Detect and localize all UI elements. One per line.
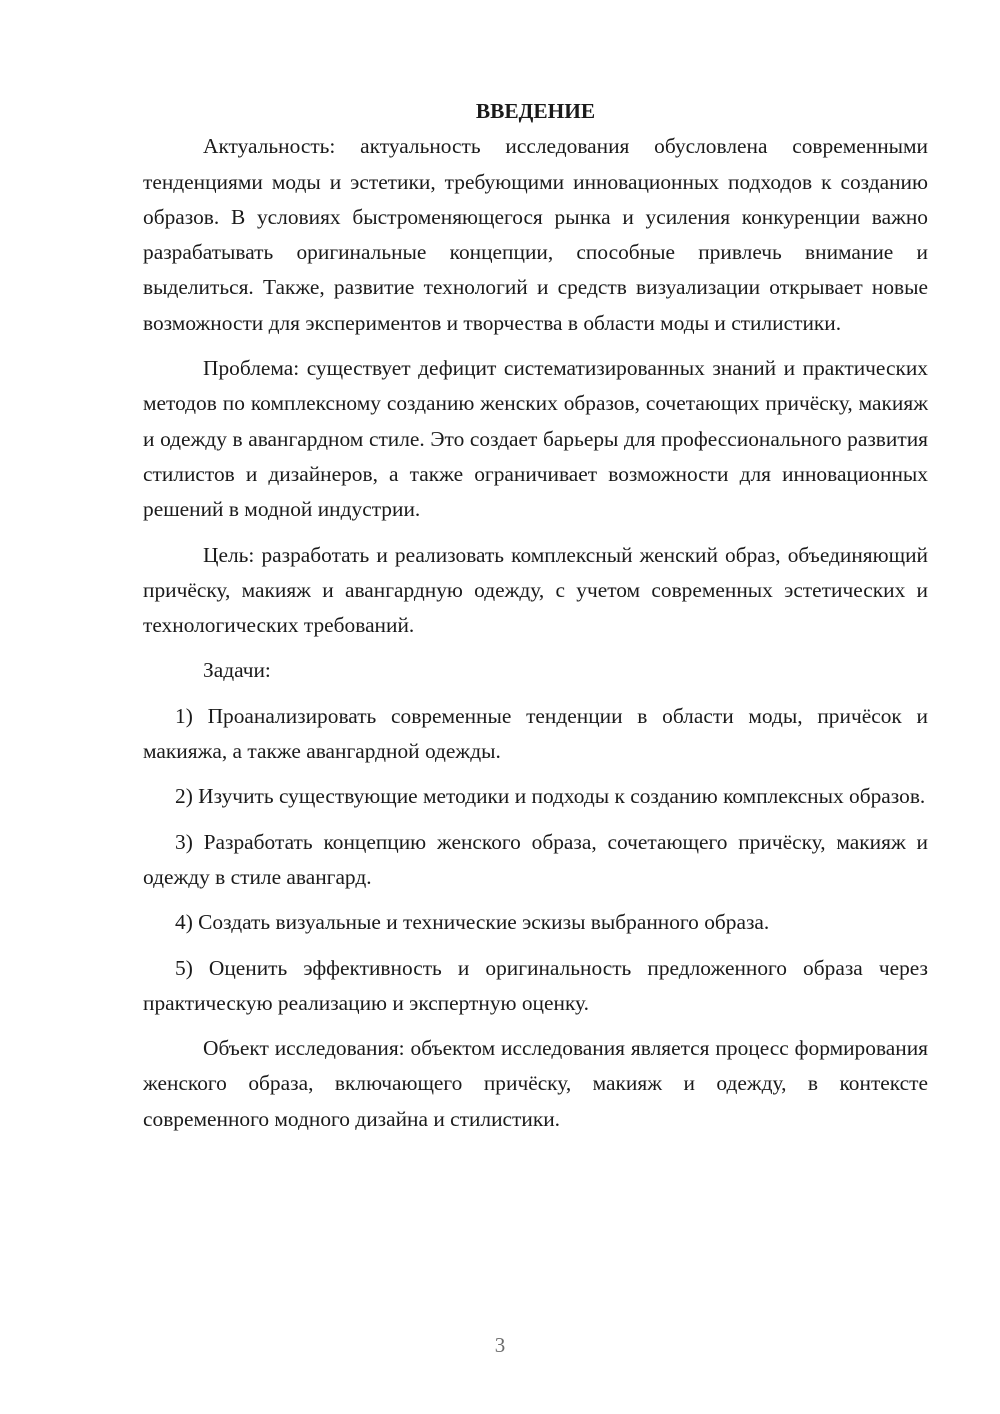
task-item: 4) Создать визуальные и технические эскизы выбранного образа. [175, 910, 770, 935]
paragraph-problem: Проблема: существует дефицит систематизированных знаний и практических методов по комплексному созданию женских образов, сочетающих причёску, макияж и одежду в авангардном стиле. Это создает барьеры для профессионального развития стилистов и дизайнеров, а также ограничивает возможности для инновационных решений в модной индустрии. [143, 356, 928, 522]
section-title: ВВЕДЕНИЕ [475, 99, 596, 123]
page-number: 3 [494, 1333, 506, 1357]
task-item: 2) Изучить существующие методики и подходы к созданию комплексных образов. [175, 784, 926, 809]
document-body [143, 92, 928, 1137]
task-item: 5) Оценить эффективность и оригинальность предложенного образа через практическую реализацию и экспертную оценку. [143, 955, 928, 1015]
task-item: 1) Проанализировать современные тенденции в области моды, причёсок и макияжа, а также авангардной одежды. [143, 703, 928, 764]
paragraph-goal: Цель: разработать и реализовать комплексный женский образ, объединяющий причёску, макияж и авангардную одежду, с учетом современных эстетических и технологических требований. [143, 542, 928, 638]
task-item: 3) Разработать концепцию женского образа, сочетающего причёску, макияж и одежду в стиле авангард. [143, 829, 928, 889]
paragraph-relevance: Актуальность: актуальность исследования обусловлена современными тенденциями моды и эстетики, требующими инновационных подходов к созданию образов. В условиях быстроменяющегося рынка и усиления конкуренции важно разрабатывать оригинальные концепции, способные привлечь внимание и выделиться. Также, развитие технологий и средств визуализации открывает новые возможности для экспериментов и творчества в области моды и стилистики. [143, 134, 928, 335]
tasks-heading: Задачи: [203, 658, 271, 683]
paragraph-object: Объект исследования: объектом исследования является процесс формирования женского образа, включающего причёску, макияж и одежду, в контексте современного модного дизайна и стилистики. [143, 1036, 928, 1131]
